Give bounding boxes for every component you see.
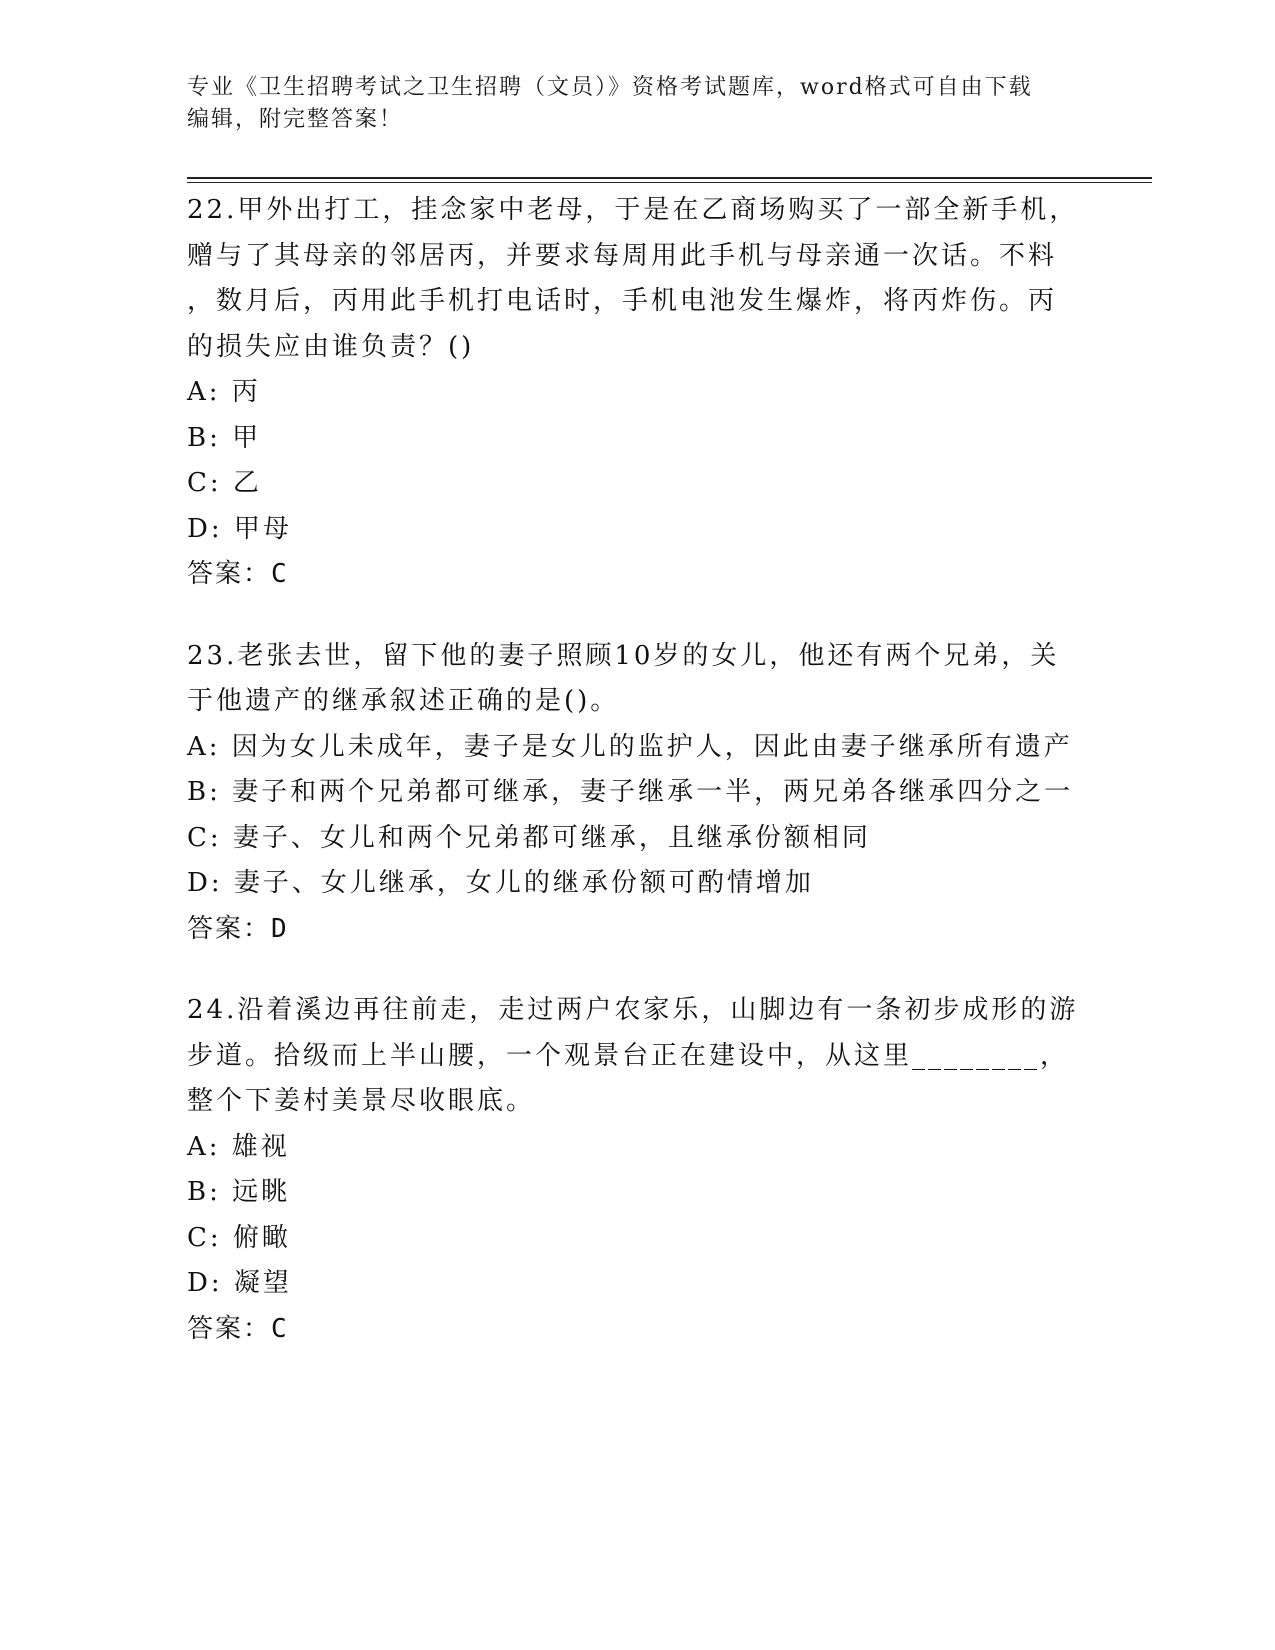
answer-label: 答案：D bbox=[187, 913, 289, 944]
option-c: C: 妻子、女儿和两个兄弟都可继承，且继承份额相同 bbox=[187, 822, 871, 853]
question-list bbox=[187, 188, 1087, 1388]
question-24 bbox=[187, 988, 1087, 1352]
question-stem-line: 22.甲外出打工，挂念家中老母，于是在乙商场购买了一部全新手机， bbox=[187, 195, 1079, 225]
question-stem-line: 赠与了其母亲的邻居丙，并要求每周用此手机与母亲通一次话。不料 bbox=[187, 240, 1058, 271]
option-d: D: 甲母 bbox=[187, 513, 292, 544]
option-b: B: 妻子和两个兄弟都可继承，妻子继承一半，两兄弟各继承四分之一 bbox=[187, 777, 1074, 807]
option-a: A: 丙 bbox=[187, 377, 261, 407]
answer-label: 答案：C bbox=[187, 1313, 289, 1344]
question-stem-line: 步道。拾级而上半山腰，一个观景台正在建设中，从这里________， bbox=[187, 1040, 1070, 1071]
option-d: D: 凝望 bbox=[187, 1268, 292, 1298]
option-c: C: 乙 bbox=[187, 468, 262, 498]
option-b: B: 远眺 bbox=[187, 1177, 291, 1207]
option-a: A: 雄视 bbox=[187, 1131, 290, 1162]
document-header bbox=[187, 72, 1087, 136]
header-line: 编辑，附完整答案！ bbox=[187, 107, 404, 132]
question-stem-line: 整个下姜村美景尽收眼底。 bbox=[187, 1086, 536, 1116]
answer-label: 答案：C bbox=[187, 559, 289, 589]
option-c: C: 俯瞰 bbox=[187, 1222, 291, 1253]
question-stem-line: 的损失应由谁负责？() bbox=[187, 331, 475, 362]
question-stem-line: 24.沿着溪边再往前走，走过两户农家乐，山脚边有一条初步成形的游 bbox=[187, 995, 1079, 1025]
question-stem-line: 于他遗产的继承叙述正确的是()。 bbox=[187, 686, 620, 716]
question-22 bbox=[187, 188, 1087, 598]
question-stem-line: 23.老张去世，留下他的妻子照顾10岁的女儿，他还有两个兄弟，关 bbox=[187, 640, 1060, 671]
option-b: B: 甲 bbox=[187, 422, 262, 453]
header-line: 专业《卫生招聘考试之卫生招聘（文员）》资格考试题库，word格式可自由下载 bbox=[187, 75, 1033, 100]
question-stem-line: ，数月后，丙用此手机打电话时，手机电池发生爆炸，将丙炸伤。丙 bbox=[187, 286, 1058, 316]
header-divider-thick bbox=[187, 177, 1152, 179]
header-divider-thin bbox=[187, 182, 1152, 183]
option-a: A: 因为女儿未成年，妻子是女儿的监护人，因此由妻子继承所有遗产 bbox=[187, 731, 1073, 762]
option-d: D: 妻子、女儿继承，女儿的继承份额可酌情增加 bbox=[187, 868, 814, 898]
question-23 bbox=[187, 634, 1087, 953]
